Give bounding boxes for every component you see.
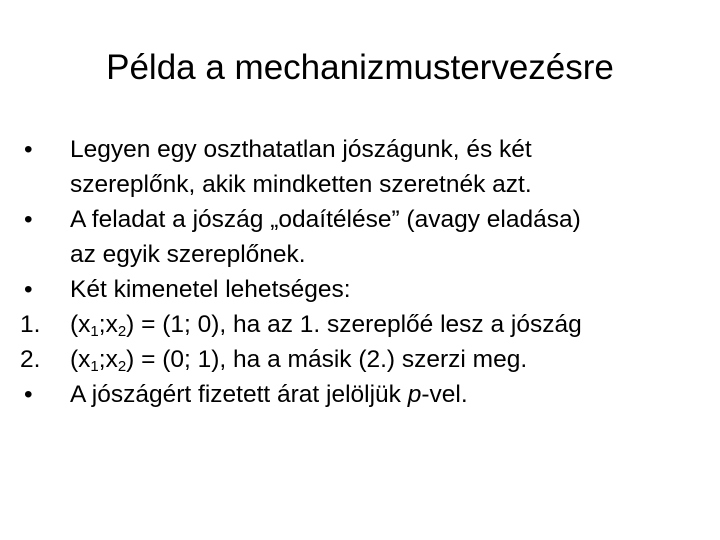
subscript: 1 (90, 358, 99, 375)
formula-separator: ;x (98, 346, 118, 373)
list-item (20, 272, 710, 307)
formula-open: (x (70, 311, 91, 338)
content-list (20, 132, 710, 412)
list-item-text (70, 377, 710, 412)
number-marker: 1. (20, 311, 41, 338)
list-item-text: az egyik szereplőnek. (70, 241, 306, 268)
list-item-text (70, 307, 710, 342)
italic-variable: p (407, 381, 422, 408)
formula-open: (x (70, 346, 91, 373)
list-item-text: A feladat a jószág „odaítélése” (avagy eladása) (70, 206, 581, 233)
formula-rest: ) = (0; 1), ha a másik (2.) szerzi meg. (126, 346, 528, 373)
bullet-marker: • (24, 381, 33, 408)
numbered-item (20, 342, 710, 377)
subscript: 1 (90, 323, 99, 340)
number-marker: 2. (20, 346, 41, 373)
formula-rest: ) = (1; 0), ha az 1. szereplőé lesz a jószág (126, 311, 582, 338)
numbered-item (20, 307, 710, 342)
bullet-marker: • (24, 276, 33, 303)
list-item-text (70, 342, 710, 377)
list-item (20, 202, 710, 272)
list-item (20, 377, 710, 412)
subscript: 2 (117, 358, 127, 375)
slide-title: Példa a mechanizmustervezésre (106, 48, 614, 87)
text-after: -vel. (421, 381, 468, 408)
bullet-marker: • (24, 136, 33, 163)
text-before: A jószágért fizetett árat jelöljük (70, 381, 408, 408)
list-item-text: Legyen egy oszthatatlan jószágunk, és két (70, 136, 532, 163)
formula-separator: ;x (98, 311, 118, 338)
list-item (20, 132, 710, 202)
list-item-text: Két kimenetel lehetséges: (70, 276, 351, 303)
list-item-text: szereplőnk, akik mindketten szeretnék azt. (70, 171, 532, 198)
subscript: 2 (117, 323, 127, 340)
bullet-marker: • (24, 206, 33, 233)
